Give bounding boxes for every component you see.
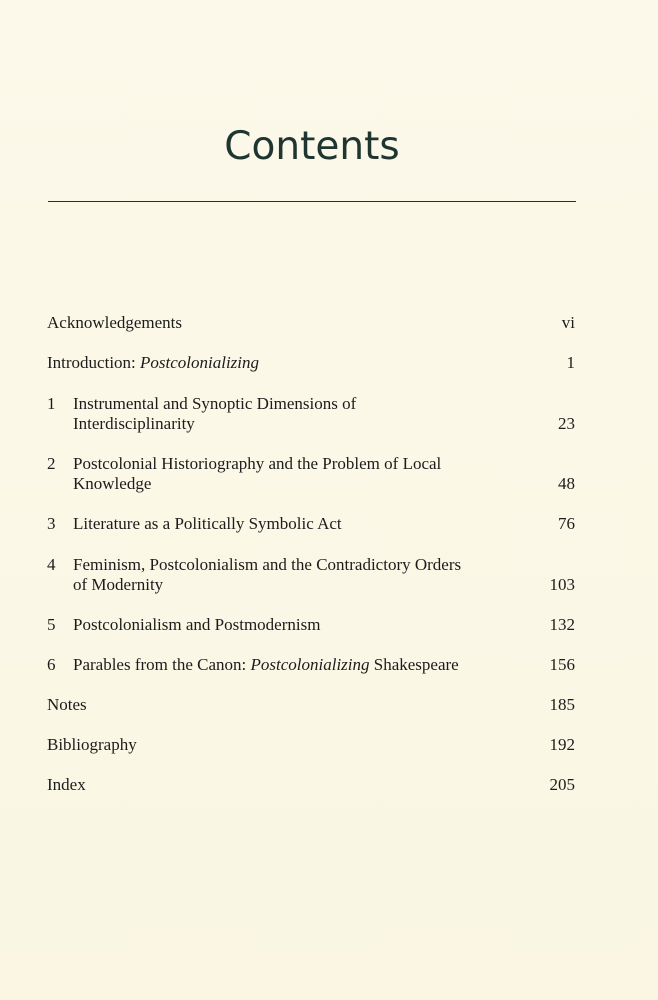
toc-entry-page: 76 bbox=[558, 514, 575, 533]
toc-entry-chapter-2[interactable] bbox=[47, 454, 575, 494]
toc-entry-page: 1 bbox=[566, 353, 575, 372]
toc-entry-label: Index bbox=[47, 775, 86, 794]
toc-entry-page: 205 bbox=[549, 775, 575, 794]
toc-entry-label-prefix: Introduction: bbox=[47, 353, 141, 372]
toc-entry-label-italic: Postcolonializing bbox=[140, 353, 260, 372]
toc-entry-label: Postcolonialism and Postmodernism bbox=[73, 615, 321, 634]
toc-entry-line2: Interdisciplinarity bbox=[73, 414, 195, 433]
toc-entry-number: 3 bbox=[47, 514, 56, 533]
toc-entry-chapter-3[interactable] bbox=[47, 514, 575, 534]
toc-entry-notes[interactable] bbox=[47, 695, 575, 715]
toc-entry-label bbox=[47, 555, 575, 595]
toc-entry-acknowledgements[interactable] bbox=[47, 313, 575, 333]
toc-entry-page: 48 bbox=[558, 474, 575, 493]
toc-entry-line2: Knowledge bbox=[73, 474, 152, 493]
toc-entry-number: 1 bbox=[47, 394, 56, 413]
toc-entry-introduction[interactable] bbox=[47, 353, 575, 373]
toc-entry-index[interactable] bbox=[47, 775, 575, 795]
toc-entry-number: 2 bbox=[47, 454, 56, 473]
toc-entry-label: Bibliography bbox=[47, 735, 137, 754]
toc-entry-page: 185 bbox=[549, 695, 575, 714]
toc-entry-chapter-1[interactable] bbox=[47, 394, 575, 434]
toc-entry-page: 23 bbox=[558, 414, 575, 433]
page-title: Contents bbox=[224, 124, 400, 169]
toc-entry-page: vi bbox=[561, 313, 575, 332]
toc-entry-page: 103 bbox=[549, 575, 575, 594]
toc-entry-label bbox=[47, 655, 575, 675]
toc-entry-label bbox=[47, 454, 575, 494]
toc-entry-label: Acknowledgements bbox=[47, 313, 183, 332]
toc-entry-label-suffix: Shakespeare bbox=[369, 655, 459, 674]
toc-entry-label-italic: Postcolonializing bbox=[250, 655, 370, 674]
toc-entry-number: 5 bbox=[47, 615, 56, 634]
toc-entry-number: 6 bbox=[47, 655, 56, 674]
toc-entry-page: 192 bbox=[549, 735, 575, 754]
toc-entry-chapter-4[interactable] bbox=[47, 555, 575, 595]
toc-entry-label-prefix: Parables from the Canon: bbox=[73, 655, 251, 674]
toc-entry-label: Notes bbox=[47, 695, 87, 714]
toc-entry-line1: Feminism, Postcolonialism and the Contradictory Orders bbox=[73, 555, 462, 574]
toc-entry-chapter-5[interactable] bbox=[47, 615, 575, 635]
toc-entry-page: 156 bbox=[549, 655, 575, 674]
toc-entry-line1: Postcolonial Historiography and the Problem of Local bbox=[73, 454, 442, 473]
title-rule bbox=[48, 201, 576, 202]
toc-entry-bibliography[interactable] bbox=[47, 735, 575, 755]
toc-entry-page: 132 bbox=[549, 615, 575, 634]
toc-entry-line1: Instrumental and Synoptic Dimensions of bbox=[73, 394, 357, 413]
toc-entry-label bbox=[47, 353, 575, 373]
toc-entry-label: Literature as a Politically Symbolic Act bbox=[73, 514, 342, 533]
toc-entry-line2: of Modernity bbox=[73, 575, 164, 594]
toc-entry-label bbox=[47, 394, 575, 434]
toc-entry-number: 4 bbox=[47, 555, 56, 574]
toc-entry-chapter-6[interactable] bbox=[47, 655, 575, 675]
